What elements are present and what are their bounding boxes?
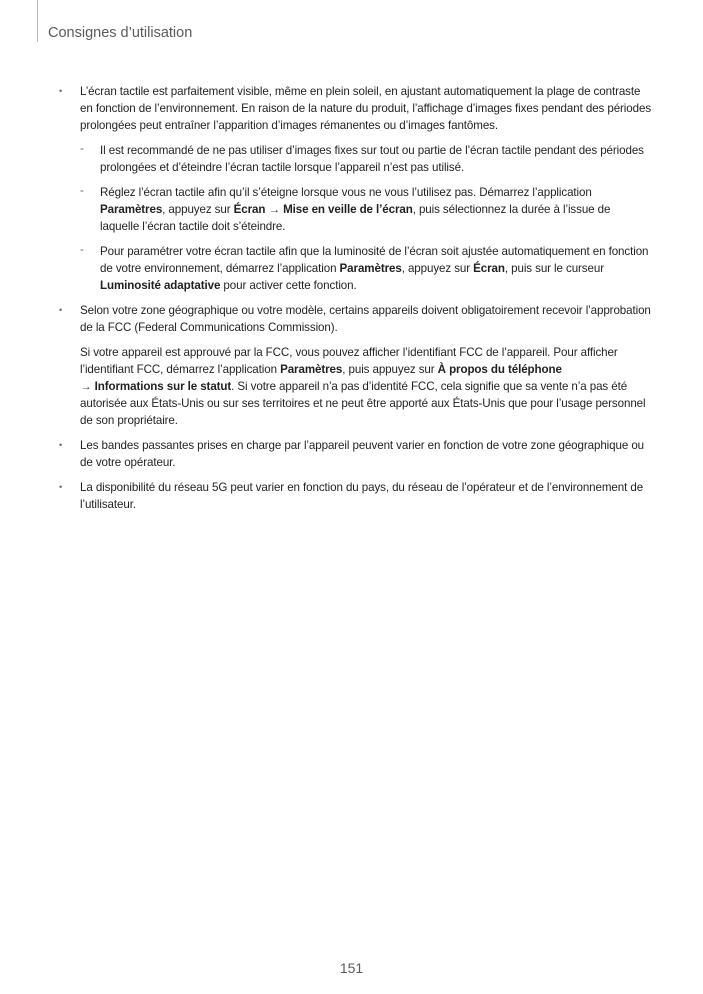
arrow-icon: → (80, 380, 95, 393)
page-header-title: Consignes d’utilisation (48, 25, 193, 41)
header-divider (37, 0, 38, 42)
sub-item-static-images (80, 142, 652, 176)
bullet-icon: • (59, 440, 63, 450)
dash-icon: - (80, 184, 84, 197)
list-item-text: La disponibilité du réseau 5G peut varier en fonction du pays, du réseau de l’opérateur et de l’environnement de l’utilisateur. (80, 481, 644, 511)
menu-path-status-info: Informations sur le statut (94, 380, 232, 393)
sub-item-text: Réglez l’écran tactile afin qu’il s’éteigne lorsque vous ne vous l’utilisez pas. Démarrez l’application Paramètres, appuyez sur Écran → Mise en veille de l’écran, puis sélectionnez la durée à l’issue de laquelle l’écran tactile doit s’éteindre. (100, 186, 611, 233)
dash-icon: - (80, 243, 84, 256)
list-item-display (58, 83, 652, 294)
menu-path-screen-timeout: Mise en veille de l’écran (283, 203, 413, 216)
bullet-icon: • (59, 86, 63, 96)
menu-path-settings: Paramètres (339, 262, 402, 275)
page-number: 151 (339, 960, 364, 976)
list-item-bands (58, 437, 652, 471)
sub-item-text: Pour paramétrer votre écran tactile afin que la luminosité de l’écran soit ajustée automatiquement en fonction de votre environnement, démarrez l’application Paramètres, appuyez sur Écran, puis sur le curseur Luminosité adaptative pour activer cette fonction. (100, 245, 649, 292)
list-item-text: L’écran tactile est parfaitement visible, même en plein soleil, en ajustant automatiquement la plage de contraste en fonction de l’environnement. En raison de la nature du produit, l’affichage d’images fixes pendant des périodes prolongées peut entraîner l’apparition d’images rémanentes ou d’images fantômes. (80, 85, 652, 132)
sub-item-screen-timeout (80, 184, 652, 235)
list-item-text: Selon votre zone géographique ou votre modèle, certains appareils doivent obligatoirement recevoir l’approbation de la FCC (Federal Communications Commission). (80, 304, 651, 334)
sub-item-adaptive-brightness (80, 243, 652, 294)
dash-icon: - (80, 142, 84, 155)
menu-path-settings: Paramètres (280, 363, 343, 376)
main-content (58, 83, 652, 521)
menu-path-adaptive-brightness: Luminosité adaptative (100, 279, 221, 292)
menu-path-display: Écran (473, 262, 505, 275)
list-item-text: Les bandes passantes prises en charge par l’appareil peuvent varier en fonction de votre zone géographique ou de votre opérateur. (80, 439, 645, 469)
bullet-icon: • (59, 482, 63, 492)
arrow-icon: → (265, 203, 284, 216)
list-item-5g (58, 479, 652, 513)
list-item-paragraph: Si votre appareil est approuvé par la FCC, vous pouvez afficher l’identifiant FCC de l’appareil. Pour afficher l’identifiant FCC, démarrez l’application Paramètres, puis appuyez sur À propos du téléphone → Informations sur le statut. Si votre appareil n’a pas d’identité FCC, cela signifie que sa vente n’a pas été autorisée aux États-Unis ou sur ses territoires et ne peut être apporté aux États-Unis que pour l’usage personnel de son propriétaire. (80, 346, 646, 427)
sub-item-text: Il est recommandé de ne pas utiliser d’images fixes sur tout ou partie de l’écran tactile pendant des périodes prolongées et d’éteindre l’écran tactile lorsque l’appareil n’est pas utilisé. (100, 144, 644, 174)
menu-path-display: Écran (233, 203, 266, 216)
menu-path-about-phone: À propos du téléphone (437, 363, 562, 376)
bullet-icon: • (59, 305, 63, 315)
menu-path-settings: Paramètres (100, 203, 163, 216)
list-item-fcc (58, 302, 652, 429)
